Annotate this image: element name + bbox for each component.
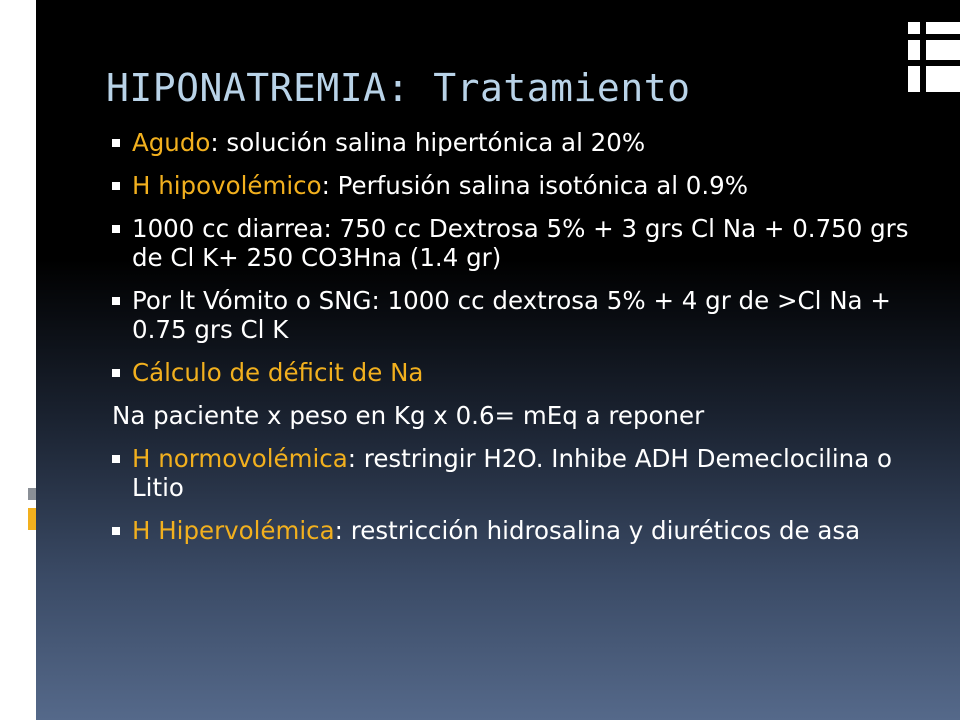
- item-text: : restringir H2O. Inhibe ADH Demeclocilina o Litio: [132, 444, 892, 502]
- item-highlight: H hipovolémico: [132, 171, 322, 200]
- item-highlight: H normovolémica: [132, 444, 348, 473]
- bullet-marker: [112, 455, 120, 463]
- corner-decoration: [908, 22, 920, 34]
- formula-line: Na paciente x peso en Kg x 0.6= mEq a reponer: [112, 401, 705, 430]
- list-item: [104, 214, 914, 272]
- item-highlight: Cálculo de déficit de Na: [132, 358, 424, 387]
- bullet-marker: [112, 139, 120, 147]
- item-text: Por lt Vómito o SNG: 1000 cc dextrosa 5% + 4 gr de >Cl Na + 0.75 grs Cl K: [132, 286, 891, 344]
- item-text: : restricción hidrosalina y diuréticos de asa: [334, 516, 861, 545]
- corner-decoration: [908, 66, 920, 92]
- left-accent-mark: [28, 488, 36, 500]
- item-highlight: H Hipervolémica: [132, 516, 335, 545]
- list-item: [104, 444, 914, 502]
- bullet-marker: [112, 369, 120, 377]
- bullet-marker: [112, 182, 120, 190]
- list-item: [104, 171, 914, 200]
- corner-decoration: [926, 40, 960, 60]
- left-accent-mark: [28, 508, 36, 530]
- corner-decoration: [908, 40, 920, 60]
- corner-decoration: [926, 22, 960, 34]
- bullet-marker: [112, 527, 120, 535]
- bullet-marker: [112, 225, 120, 233]
- slide-title: HIPONATREMIA: Tratamiento: [106, 66, 691, 110]
- item-text: : solución salina hipertónica al 20%: [210, 128, 646, 157]
- left-white-bar: [0, 0, 36, 720]
- item-highlight: Agudo: [132, 128, 211, 157]
- bullet-marker: [112, 297, 120, 305]
- list-item: [104, 286, 914, 344]
- item-text: : Perfusión salina isotónica al 0.9%: [321, 171, 749, 200]
- list-item: [104, 358, 914, 387]
- corner-decoration: [926, 66, 960, 92]
- slide-content: [104, 128, 914, 559]
- item-text: 1000 cc diarrea: 750 cc Dextrosa 5% + 3 grs Cl Na + 0.750 grs de Cl K+ 250 CO3Hna (1.4 gr): [132, 214, 909, 272]
- list-item: [104, 128, 914, 157]
- list-item: [104, 516, 914, 545]
